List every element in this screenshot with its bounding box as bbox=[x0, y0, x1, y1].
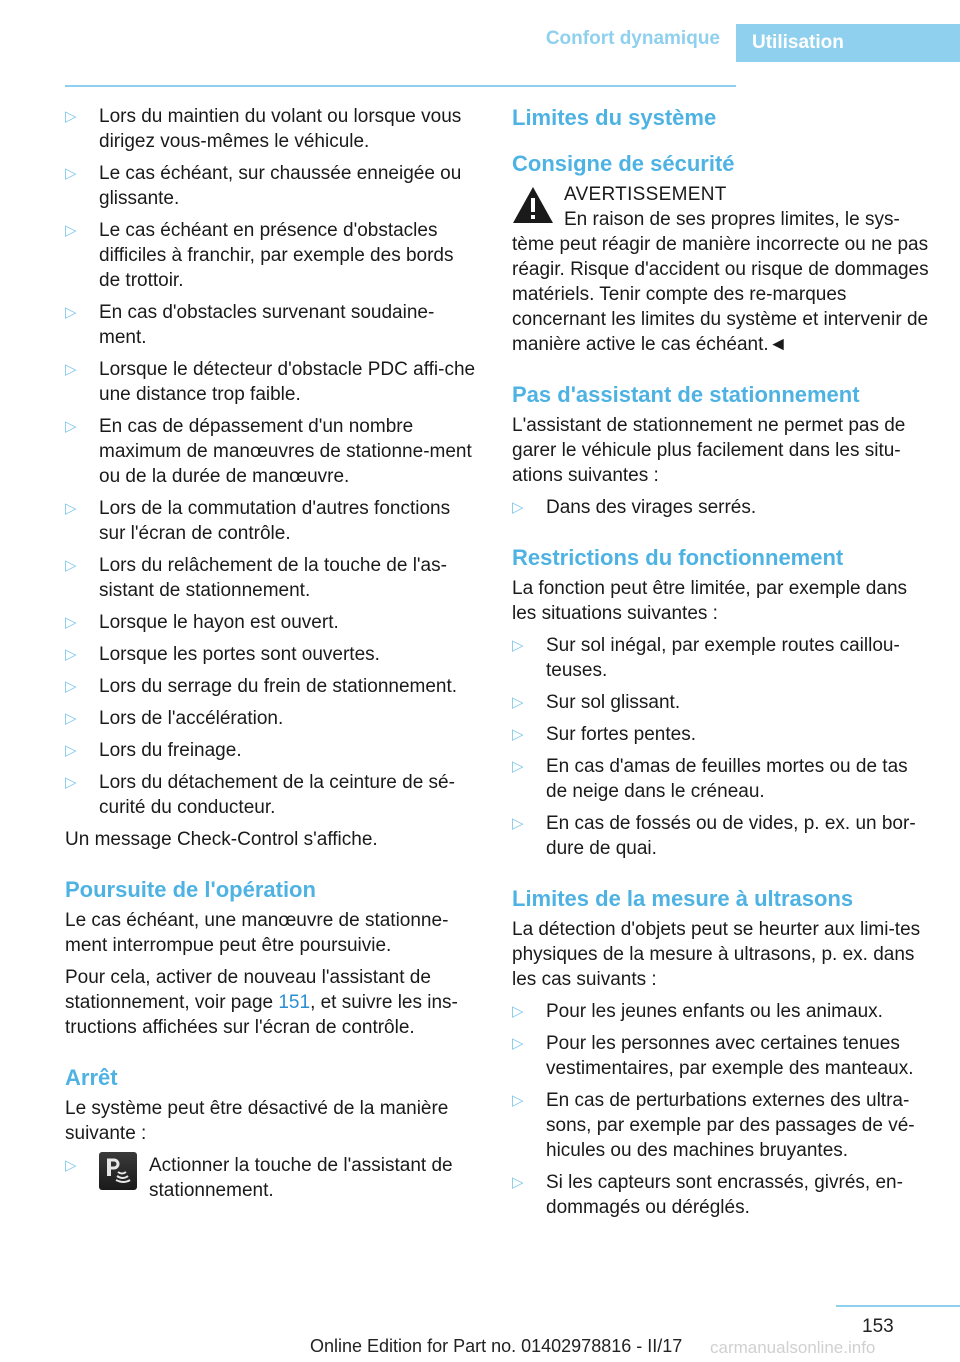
list-item: ▷ Sur sol glissant. bbox=[512, 692, 681, 713]
list-item: ▷ Pour les personnes avec certaines tenues vestimentaires, par exemple des manteaux. bbox=[512, 1033, 914, 1079]
list-item: ▷ En cas de perturbations externes des ultra-sons, par exemple par des passages de vé-hicules ou des machines bruyantes. bbox=[512, 1090, 915, 1161]
header-rule bbox=[65, 85, 736, 87]
check-control-text: Un message Check-Control s'affiche. bbox=[65, 829, 378, 850]
page-link-151[interactable]: 151 bbox=[278, 992, 311, 1013]
edition-text: Online Edition for Part no. 01402978816 - II/17 bbox=[310, 1336, 683, 1356]
restrictions-paragraph: La fonction peut être limitée, par exemple dans les situations suivantes : bbox=[512, 578, 908, 624]
triangle-right-icon: ▷ bbox=[65, 614, 77, 631]
triangle-right-icon: ▷ bbox=[65, 304, 77, 321]
list-item: ▷ Pour les jeunes enfants ou les animaux. bbox=[512, 1001, 883, 1022]
pas-assistant-paragraph: L'assistant de stationnement ne permet pas de garer le véhicule plus facilement dans les situ-ations suivantes : bbox=[512, 415, 906, 486]
triangle-right-icon: ▷ bbox=[512, 499, 524, 516]
list-item: ▷ En cas d'obstacles survenant soudaine-ment. bbox=[65, 302, 435, 348]
triangle-right-icon: ▷ bbox=[65, 710, 77, 727]
right-column bbox=[512, 104, 930, 1227]
warning-block bbox=[512, 182, 930, 232]
header-section-title: Confort dynamique bbox=[545, 28, 720, 49]
list-item: ▷ Lors du maintien du volant ou lorsque vous dirigez vous-mêmes le véhicule. bbox=[65, 106, 462, 152]
triangle-right-icon: ▷ bbox=[65, 108, 77, 125]
triangle-right-icon: ▷ bbox=[65, 678, 77, 695]
list-item: ▷ Actionner la touche de l'assistant de stationnement. bbox=[65, 1153, 477, 1203]
list-item: ▷ Sur sol inégal, par exemple routes caillou-teuses. bbox=[512, 635, 900, 681]
list-item: ▷ Lors du serrage du frein de stationnement. bbox=[65, 676, 458, 697]
poursuite-paragraph-2: Pour cela, activer de nouveau l'assistant de stationnement, voir page 151, et suivre les ins-tructions affichées sur l'écran de contrôle. bbox=[65, 967, 458, 1038]
triangle-right-icon: ▷ bbox=[512, 1092, 524, 1109]
triangle-right-icon: ▷ bbox=[65, 418, 77, 435]
list-item: ▷ Lorsque le détecteur d'obstacle PDC affi-che une distance trop faible. bbox=[65, 359, 476, 405]
triangle-right-icon: ▷ bbox=[65, 222, 77, 239]
heading-poursuite: Poursuite de l'opération bbox=[65, 877, 316, 902]
triangle-right-icon: ▷ bbox=[65, 557, 77, 574]
triangle-right-icon: ▷ bbox=[65, 774, 77, 791]
list-item: ▷ Lors du détachement de la ceinture de sé-curité du conducteur. bbox=[65, 772, 455, 818]
heading-limites-systeme: Limites du système bbox=[512, 105, 717, 130]
list-item: ▷ En cas de dépassement d'un nombre maximum de manœuvres de stationne-ment ou de la durée de manœuvre. bbox=[65, 416, 472, 487]
park-assist-button-icon bbox=[99, 1152, 137, 1190]
triangle-right-icon: ▷ bbox=[512, 815, 524, 832]
list-item: ▷ En cas d'amas de feuilles mortes ou de tas de neige dans le créneau. bbox=[512, 756, 908, 802]
list-item: ▷ Lorsque le hayon est ouvert. bbox=[65, 612, 339, 633]
triangle-right-icon: ▷ bbox=[512, 1035, 524, 1052]
footer-rule bbox=[836, 1305, 960, 1307]
watermark: carmanualsonline.info bbox=[710, 1338, 876, 1357]
heading-restrictions: Restrictions du fonctionnement bbox=[512, 545, 844, 570]
list-item: ▷ Lorsque les portes sont ouvertes. bbox=[65, 644, 380, 665]
poursuite-paragraph-1: Le cas échéant, une manœuvre de stationne-ment interrompue peut être poursuivie. bbox=[65, 910, 449, 956]
heading-arret: Arrêt bbox=[65, 1065, 118, 1090]
triangle-right-icon: ▷ bbox=[65, 165, 77, 182]
arret-paragraph: Le système peut être désactivé de la manière suivante : bbox=[65, 1098, 449, 1144]
triangle-right-icon: ▷ bbox=[512, 694, 524, 711]
ultrasons-paragraph: La détection d'objets peut se heurter aux limi-tes physiques de la mesure à ultrasons, p. ex. dans les cas suivants : bbox=[512, 919, 921, 990]
warning-text-line-1: En raison de ses propres limites, le sys- bbox=[564, 209, 900, 230]
triangle-right-icon: ▷ bbox=[65, 1157, 77, 1174]
triangle-right-icon: ▷ bbox=[65, 646, 77, 663]
list-item: ▷ Lors de la commutation d'autres fonctions sur l'écran de contrôle. bbox=[65, 498, 451, 544]
page-number: 153 bbox=[862, 1316, 894, 1337]
triangle-right-icon: ▷ bbox=[65, 361, 77, 378]
warning-triangle-icon bbox=[512, 186, 554, 224]
warning-text: tème peut réagir de manière incorrecte ou ne pas réagir. Risque d'accident ou risque de dommages matériels. Tenir compte des re-marques concernant les limites du système et intervenir de manière active le cas échéant.◄ bbox=[512, 234, 929, 355]
heading-pas-assistant: Pas d'assistant de stationnement bbox=[512, 382, 860, 407]
list-item: ▷ Lors du freinage. bbox=[65, 740, 242, 761]
list-item: ▷ Si les capteurs sont encrassés, givrés, en-dommagés ou déréglés. bbox=[512, 1172, 903, 1218]
list-item: ▷ En cas de fossés ou de vides, p. ex. un bor-dure de quai. bbox=[512, 813, 916, 859]
page-header bbox=[0, 24, 960, 62]
list-item: ▷ Lors du relâchement de la touche de l'as-sistant de stationnement. bbox=[65, 555, 447, 601]
list-item: ▷ Le cas échéant, sur chaussée enneigée ou glissante. bbox=[65, 163, 462, 209]
bullet-list-interruptions bbox=[65, 104, 477, 820]
list-item: ▷ Sur fortes pentes. bbox=[512, 724, 696, 745]
triangle-right-icon: ▷ bbox=[512, 726, 524, 743]
left-column bbox=[65, 104, 477, 1203]
heading-ultrasons: Limites de la mesure à ultrasons bbox=[512, 886, 854, 911]
list-item: ▷ Lors de l'accélération. bbox=[65, 708, 284, 729]
triangle-right-icon: ▷ bbox=[65, 500, 77, 517]
list-item: ▷ Le cas échéant en présence d'obstacles difficiles à franchir, par exemple des bords de trottoir. bbox=[65, 220, 454, 291]
triangle-right-icon: ▷ bbox=[512, 637, 524, 654]
triangle-right-icon: ▷ bbox=[512, 1003, 524, 1020]
list-item: ▷ Dans des virages serrés. bbox=[512, 497, 757, 518]
triangle-right-icon: ▷ bbox=[65, 742, 77, 759]
header-tab-utilisation: Utilisation bbox=[736, 24, 960, 62]
heading-consigne-securite: Consigne de sécurité bbox=[512, 151, 735, 176]
triangle-right-icon: ▷ bbox=[512, 1174, 524, 1191]
warning-title: AVERTISSEMENT bbox=[564, 184, 727, 205]
triangle-right-icon: ▷ bbox=[512, 758, 524, 775]
